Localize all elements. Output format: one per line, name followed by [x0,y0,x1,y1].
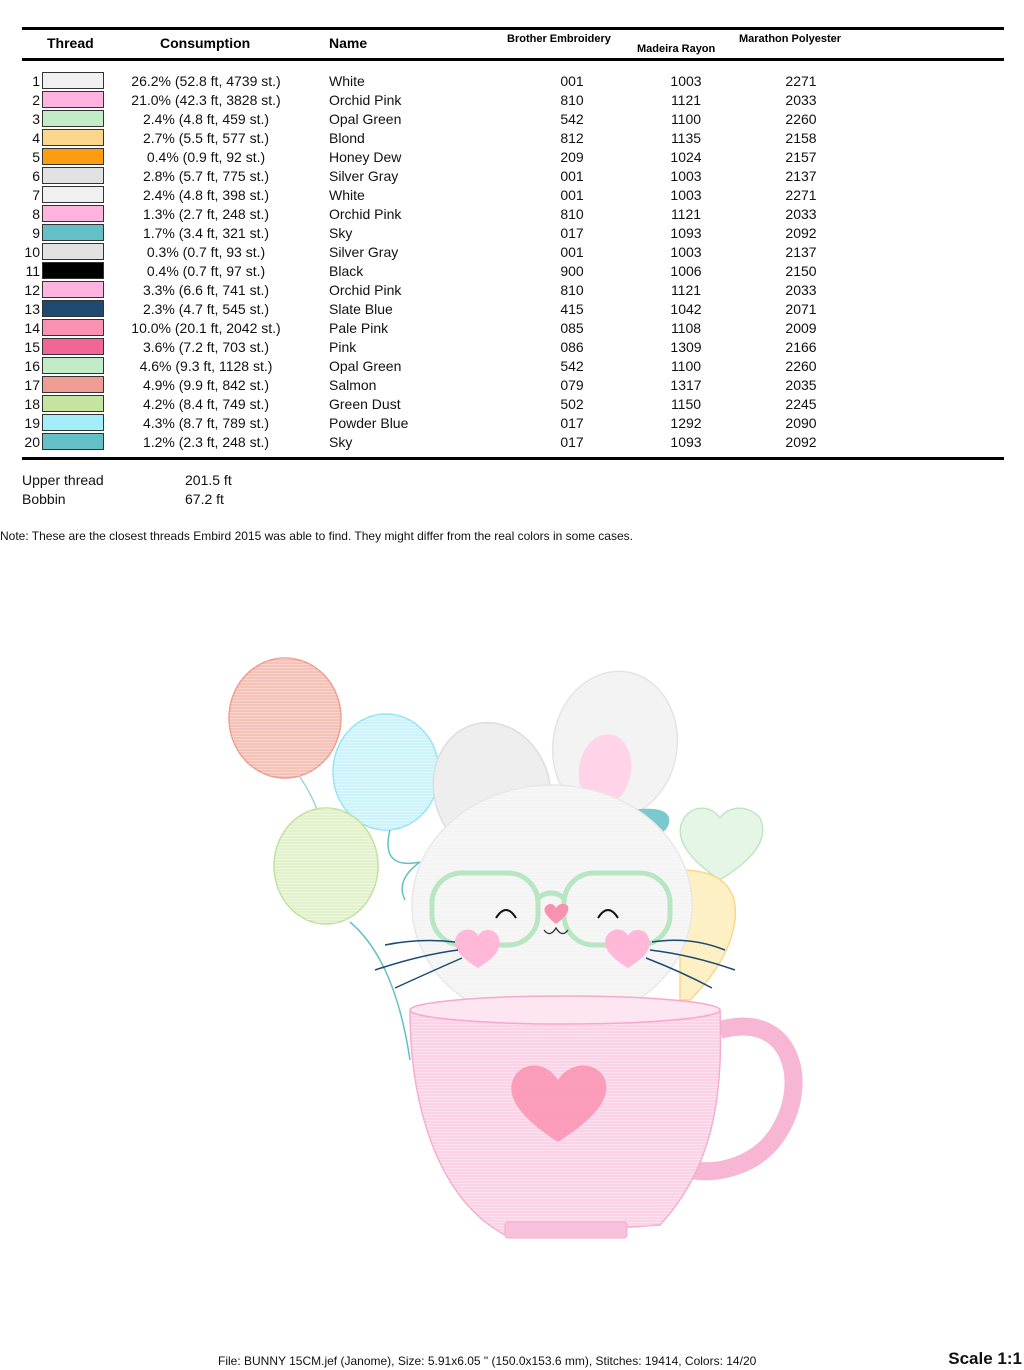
brother-code: 900 [560,263,584,279]
thread-row [0,356,1024,375]
thread-color-swatch [42,357,104,374]
brother-code: 086 [560,339,584,355]
thread-number: 18 [24,396,40,412]
thread-color-swatch [42,110,104,127]
thread-number: 17 [24,377,40,393]
marathon-code: 2071 [785,301,817,317]
upper-thread-value: 201.5 ft [185,472,232,488]
madeira-code: 1309 [670,339,702,355]
thread-row [0,299,1024,318]
brother-code: 001 [560,244,584,260]
thread-number: 10 [24,244,40,260]
thread-consumption: 4.2% (8.4 ft, 749 st.) [142,396,270,412]
thread-row [0,280,1024,299]
thread-consumption: 3.3% (6.6 ft, 741 st.) [142,282,270,298]
thread-color-swatch [42,148,104,165]
thread-color-swatch [42,129,104,146]
madeira-code: 1003 [670,73,702,89]
thread-row [0,318,1024,337]
madeira-code: 1121 [670,282,702,298]
thread-consumption: 21.0% (42.3 ft, 3828 st.) [131,92,281,108]
thread-number: 9 [32,225,40,241]
thread-name: Sky [329,225,353,241]
madeira-code: 1121 [670,92,702,108]
thread-row [0,432,1024,451]
thread-name: Pale Pink [329,320,389,336]
brother-code: 209 [560,149,584,165]
thread-consumption: 3.6% (7.2 ft, 703 st.) [142,339,270,355]
thread-row [0,413,1024,432]
thread-consumption: 4.6% (9.3 ft, 1128 st.) [139,358,273,374]
thread-number: 8 [32,206,40,222]
thread-color-swatch [42,243,104,260]
thread-number: 2 [32,92,40,108]
marathon-code: 2260 [785,111,817,127]
marathon-code: 2090 [785,415,817,431]
thread-consumption: 2.4% (4.8 ft, 459 st.) [142,111,270,127]
marathon-code: 2033 [785,282,817,298]
brother-code: 001 [560,168,584,184]
madeira-code: 1121 [670,206,702,222]
thread-consumption: 4.3% (8.7 ft, 789 st.) [142,415,270,431]
madeira-code: 1150 [670,396,702,412]
thread-color-swatch [42,224,104,241]
header-thread: Thread [47,35,94,51]
thread-row [0,337,1024,356]
marathon-code: 2092 [785,434,817,450]
thread-color-swatch [42,186,104,203]
thread-name: Silver Gray [329,168,399,184]
marathon-code: 2033 [785,206,817,222]
brother-code: 415 [560,301,584,317]
marathon-code: 2033 [785,92,817,108]
thread-row [0,223,1024,242]
thread-consumption: 4.9% (9.9 ft, 842 st.) [142,377,270,393]
thread-row [0,109,1024,128]
brother-code: 810 [560,206,584,222]
madeira-code: 1042 [670,301,702,317]
thread-color-swatch [42,300,104,317]
brother-code: 542 [560,111,584,127]
thread-number: 12 [24,282,40,298]
thread-name: White [329,73,365,89]
madeira-code: 1024 [670,149,702,165]
thread-number: 11 [25,263,40,279]
madeira-code: 1093 [670,434,702,450]
upper-thread-label: Upper thread [22,472,104,488]
thread-number: 6 [32,168,40,184]
thread-consumption: 2.7% (5.5 ft, 577 st.) [142,130,270,146]
thread-color-swatch [42,72,104,89]
bobbin-label: Bobbin [22,491,66,507]
thread-row [0,71,1024,90]
thread-number: 13 [24,301,40,317]
thread-color-swatch [42,376,104,393]
thread-number: 15 [24,339,40,355]
brother-code: 502 [560,396,584,412]
brother-code: 079 [560,377,584,393]
header-madeira: Madeira Rayon [637,43,716,55]
thread-consumption: 1.3% (2.7 ft, 248 st.) [142,206,270,222]
thread-row [0,147,1024,166]
marathon-code: 2271 [785,187,817,203]
thread-consumption: 0.3% (0.7 ft, 93 st.) [146,244,266,260]
thread-number: 19 [24,415,40,431]
brother-code: 001 [560,187,584,203]
thread-color-swatch [42,91,104,108]
madeira-code: 1003 [670,168,702,184]
marathon-code: 2137 [785,244,817,260]
thread-color-swatch [42,338,104,355]
thread-number: 14 [24,320,40,336]
thread-name: Orchid Pink [329,92,402,108]
thread-name: Powder Blue [329,415,409,431]
brother-code: 542 [560,358,584,374]
thread-consumption: 0.4% (0.7 ft, 97 st.) [146,263,266,279]
thread-color-swatch [42,414,104,431]
thread-number: 5 [32,149,40,165]
thread-number: 20 [24,434,40,450]
thread-row [0,261,1024,280]
thread-name: Green Dust [329,396,401,412]
thread-row [0,242,1024,261]
marathon-code: 2150 [785,263,817,279]
brother-code: 812 [560,130,584,146]
thread-number: 1 [32,73,40,89]
thread-color-swatch [42,167,104,184]
thread-row [0,90,1024,109]
thread-number: 7 [32,187,40,203]
header-brother: Brother Embroidery [507,33,611,45]
thread-name: Salmon [329,377,377,393]
thread-name: Honey Dew [329,149,402,165]
thread-color-swatch [42,433,104,450]
madeira-code: 1292 [670,415,702,431]
thread-color-swatch [42,205,104,222]
bobbin-value: 67.2 ft [185,491,224,507]
thread-color-swatch [42,262,104,279]
thread-consumption: 2.4% (4.8 ft, 398 st.) [142,187,270,203]
thread-row [0,185,1024,204]
marathon-code: 2009 [785,320,817,336]
madeira-code: 1100 [670,358,702,374]
thread-name: White [329,187,365,203]
thread-name: Sky [329,434,353,450]
brother-code: 810 [560,282,584,298]
madeira-code: 1108 [670,320,702,336]
thread-consumption: 1.2% (2.3 ft, 248 st.) [142,434,270,450]
thread-name: Opal Green [329,111,402,127]
madeira-code: 1317 [670,377,702,393]
thread-name: Orchid Pink [329,206,402,222]
thread-name: Silver Gray [329,244,399,260]
disclaimer-note: Note: These are the closest threads Embird 2015 was able to find. They might differ from the real colors in some cases. [0,529,633,543]
balloon-salmon [229,658,341,812]
balloon-green [274,808,410,1060]
top-rule [22,27,1004,30]
header-rule [22,58,1004,61]
thread-name: Orchid Pink [329,282,402,298]
thread-number: 3 [32,111,40,127]
thread-consumption: 26.2% (52.8 ft, 4739 st.) [131,73,281,89]
thread-row [0,394,1024,413]
madeira-code: 1003 [670,244,702,260]
thread-name: Opal Green [329,358,402,374]
thread-name: Blond [329,130,365,146]
heart-green [680,808,763,880]
thread-consumption: 2.3% (4.7 ft, 545 st.) [142,301,270,317]
madeira-code: 1135 [670,130,702,146]
marathon-code: 2166 [785,339,817,355]
brother-code: 017 [560,415,584,431]
file-info-footer: File: BUNNY 15CM.jef (Janome), Size: 5.91x6.05 " (150.0x153.6 mm), Stitches: 19414, Colors: 14/20 [218,1354,757,1368]
marathon-code: 2271 [785,73,817,89]
thread-consumption: 2.8% (5.7 ft, 775 st.) [142,168,270,184]
madeira-code: 1003 [670,187,702,203]
marathon-code: 2260 [785,358,817,374]
thread-color-swatch [42,319,104,336]
thread-number: 16 [24,358,40,374]
embroidery-preview [200,640,820,1260]
brother-code: 017 [560,434,584,450]
thread-color-swatch [42,395,104,412]
thread-name: Black [329,263,364,279]
thread-consumption: 0.4% (0.9 ft, 92 st.) [146,149,266,165]
thread-row [0,166,1024,185]
thread-row [0,375,1024,394]
brother-code: 810 [560,92,584,108]
brother-code: 085 [560,320,584,336]
header-consumption: Consumption [160,35,251,51]
scale-label: Scale 1:1 [948,1349,1022,1368]
header-marathon: Marathon Polyester [739,33,842,45]
thread-number: 4 [32,130,40,146]
bottom-rule [22,457,1004,460]
thread-name: Pink [329,339,357,355]
thread-consumption: 1.7% (3.4 ft, 321 st.) [142,225,270,241]
thread-color-swatch [42,281,104,298]
marathon-code: 2137 [785,168,817,184]
header-name: Name [329,35,368,51]
madeira-code: 1006 [670,263,702,279]
marathon-code: 2245 [785,396,817,412]
thread-name: Slate Blue [329,301,393,317]
marathon-code: 2092 [785,225,817,241]
thread-row [0,128,1024,147]
thread-row [0,204,1024,223]
brother-code: 017 [560,225,584,241]
madeira-code: 1093 [670,225,702,241]
thread-consumption: 10.0% (20.1 ft, 2042 st.) [131,320,281,336]
marathon-code: 2157 [785,149,817,165]
marathon-code: 2158 [785,130,817,146]
marathon-code: 2035 [785,377,817,393]
madeira-code: 1100 [670,111,702,127]
teacup [410,996,794,1238]
brother-code: 001 [560,73,584,89]
